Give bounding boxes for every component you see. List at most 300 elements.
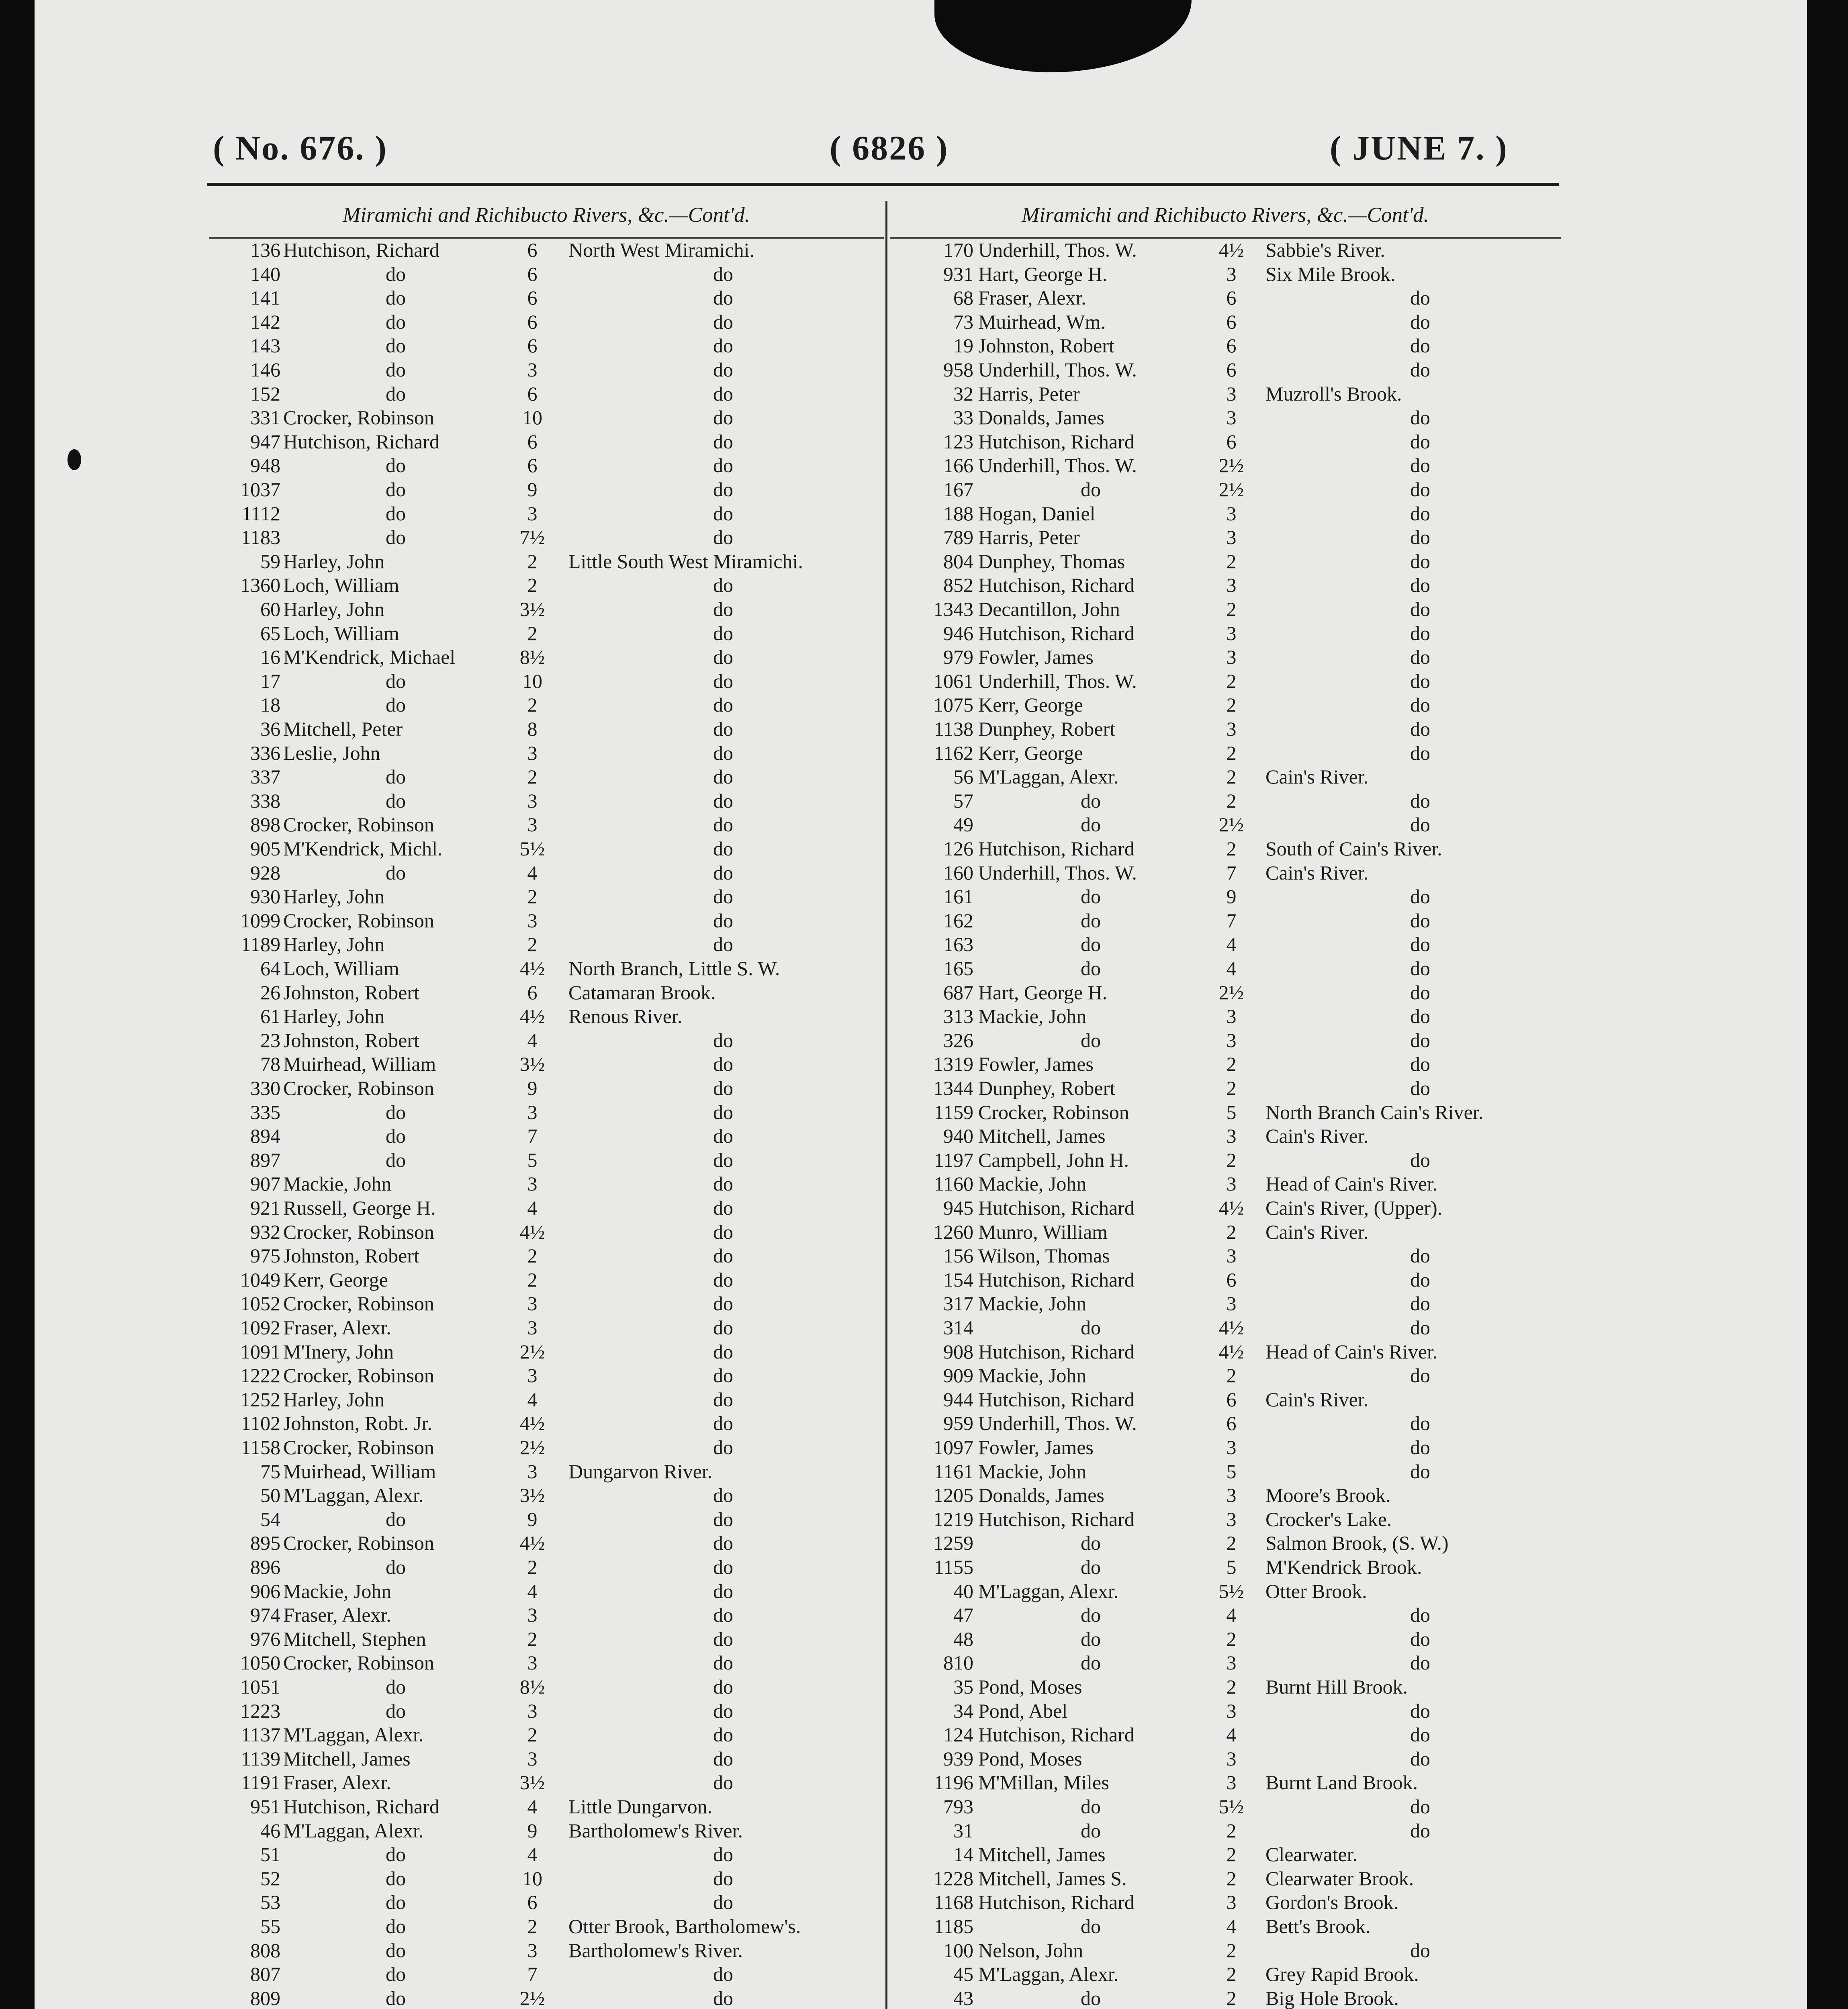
lot-number: 43 xyxy=(953,1986,973,2009)
location: do xyxy=(1410,885,1430,908)
grantee-name: Crocker, Robinson xyxy=(283,1651,434,1674)
grantee-name: do xyxy=(386,1556,406,1578)
grantee-name: Fowler, James xyxy=(978,1053,1094,1076)
lot-number: 1158 xyxy=(241,1436,280,1459)
location: do xyxy=(713,694,733,716)
grantee-name: M'Laggan, Alexr. xyxy=(283,1819,424,1842)
quantity: 2 xyxy=(1226,598,1237,620)
location: do xyxy=(1410,813,1430,836)
quantity: 4 xyxy=(1226,1604,1237,1626)
lot-number: 1259 xyxy=(933,1532,973,1555)
lot-number: 946 xyxy=(943,622,973,644)
location: Cain's River. xyxy=(1265,1220,1369,1243)
lot-number: 908 xyxy=(943,1340,973,1363)
lot-number: 337 xyxy=(250,765,280,788)
lot-number: 810 xyxy=(943,1651,973,1674)
quantity: 6 xyxy=(1226,1412,1237,1435)
quantity: 6 xyxy=(527,310,538,333)
lot-number: 48 xyxy=(953,1627,973,1650)
location: do xyxy=(1410,957,1430,980)
quantity: 2 xyxy=(1226,765,1237,788)
lot-number: 1049 xyxy=(240,1268,280,1291)
lot-number: 16 xyxy=(260,646,280,669)
grantee-name: Harris, Peter xyxy=(978,526,1080,549)
location: Head of Cain's River. xyxy=(1265,1172,1438,1195)
location: do xyxy=(1410,622,1430,644)
location: do xyxy=(1410,310,1430,333)
grantee-name: do xyxy=(386,1963,406,1986)
quantity: 6 xyxy=(527,430,538,453)
grantee-name: Kerr, George xyxy=(978,741,1083,764)
grantee-name: Fraser, Alexr. xyxy=(283,1604,391,1626)
location: South of Cain's River. xyxy=(1265,837,1442,860)
location: do xyxy=(713,454,733,477)
quantity: 2 xyxy=(1226,1986,1237,2009)
location: Clearwater Brook. xyxy=(1265,1867,1414,1890)
location: do xyxy=(713,765,733,788)
quantity: 4½ xyxy=(519,1412,545,1435)
lot-number: 32 xyxy=(953,382,973,405)
quantity: 2 xyxy=(1226,1077,1237,1099)
quantity: 4½ xyxy=(519,1005,545,1028)
lot-number: 156 xyxy=(943,1244,973,1267)
quantity: 6 xyxy=(527,239,538,261)
grantee-name: do xyxy=(1081,957,1101,980)
lot-number: 1228 xyxy=(933,1867,973,1890)
quantity: 3 xyxy=(527,1101,538,1123)
quantity: 2 xyxy=(527,1627,538,1650)
grantee-name: Hart, George H. xyxy=(978,981,1108,1004)
lot-number: 33 xyxy=(953,406,973,429)
location: do xyxy=(1410,1436,1430,1459)
location: do xyxy=(713,1699,733,1722)
lot-number: 906 xyxy=(250,1579,280,1602)
quantity: 6 xyxy=(527,981,538,1004)
lot-number: 1037 xyxy=(240,478,280,501)
grantee-name: Underhill, Thos. W. xyxy=(978,669,1137,692)
quantity: 2 xyxy=(1226,669,1237,692)
location: do xyxy=(713,861,733,884)
quantity: 2½ xyxy=(519,1986,545,2009)
lot-number: 1160 xyxy=(934,1172,973,1195)
lot-number: 52 xyxy=(260,1867,280,1890)
quantity: 3 xyxy=(1226,1747,1237,1770)
lot-number: 789 xyxy=(943,526,973,549)
location: do xyxy=(1410,1077,1430,1099)
quantity: 3 xyxy=(527,813,538,836)
location: do xyxy=(713,1412,733,1435)
lot-number: 687 xyxy=(943,981,973,1004)
location: do xyxy=(713,1244,733,1267)
quantity: 2 xyxy=(527,765,538,788)
quantity: 2 xyxy=(1226,1532,1237,1555)
lot-number: 65 xyxy=(260,622,280,644)
quantity: 2 xyxy=(1226,1819,1237,1842)
grantee-name: do xyxy=(386,526,406,549)
quantity: 3 xyxy=(1226,574,1237,597)
quantity: 3 xyxy=(1226,1292,1237,1315)
quantity: 6 xyxy=(527,382,538,405)
quantity: 6 xyxy=(527,1891,538,1914)
grantee-name: Mitchell, Peter xyxy=(283,718,403,740)
location: do xyxy=(713,262,733,285)
location: do xyxy=(1410,1148,1430,1171)
grantee-name: Johnston, Robert xyxy=(283,981,419,1004)
grantee-name: Dunphey, Thomas xyxy=(978,550,1125,573)
grantee-name: Hutchison, Richard xyxy=(978,574,1135,597)
location: do xyxy=(1410,1747,1430,1770)
location: do xyxy=(1410,526,1430,549)
lot-number: 959 xyxy=(943,1412,973,1435)
quantity: 3 xyxy=(1226,718,1237,740)
lot-number: 154 xyxy=(943,1268,973,1291)
quantity: 2 xyxy=(527,694,538,716)
quantity: 2 xyxy=(1226,694,1237,716)
grantee-name: Campbell, John H. xyxy=(978,1148,1129,1171)
location: do xyxy=(1410,430,1430,453)
location: do xyxy=(1410,1699,1430,1722)
location: do xyxy=(713,1723,733,1746)
lot-number: 1189 xyxy=(241,933,280,956)
quantity: 4½ xyxy=(1218,239,1244,261)
lot-number: 188 xyxy=(943,502,973,525)
grantee-name: do xyxy=(1081,909,1101,932)
grantee-name: do xyxy=(386,478,406,501)
location: Head of Cain's River. xyxy=(1265,1340,1438,1363)
quantity: 5 xyxy=(1226,1101,1237,1123)
grantee-name: M'Laggan, Alexr. xyxy=(283,1723,424,1746)
quantity: 2 xyxy=(1226,1867,1237,1890)
grantee-name: Crocker, Robinson xyxy=(283,813,434,836)
location: Otter Brook. xyxy=(1265,1579,1367,1602)
grantee-name: Underhill, Thos. W. xyxy=(978,1412,1137,1435)
lot-number: 974 xyxy=(250,1604,280,1626)
location: Burnt Hill Brook. xyxy=(1265,1676,1408,1698)
grantee-name: do xyxy=(386,1986,406,2009)
lot-number: 852 xyxy=(943,574,973,597)
quantity: 2 xyxy=(1226,789,1237,812)
location: do xyxy=(1410,574,1430,597)
quantity: 3 xyxy=(1226,502,1237,525)
quantity: 6 xyxy=(1226,310,1237,333)
location: do xyxy=(1410,454,1430,477)
lot-number: 166 xyxy=(943,454,973,477)
quantity: 7½ xyxy=(519,526,545,549)
grantee-name: Crocker, Robinson xyxy=(283,1077,434,1099)
location: do xyxy=(713,1891,733,1914)
lot-number: 23 xyxy=(260,1029,280,1052)
location: do xyxy=(713,718,733,740)
lot-number: 793 xyxy=(943,1795,973,1818)
grantee-name: Kerr, George xyxy=(978,694,1083,716)
lot-number: 126 xyxy=(943,837,973,860)
grantee-name: Mackie, John xyxy=(978,1172,1087,1195)
quantity: 4 xyxy=(527,861,538,884)
location: do xyxy=(1410,1939,1430,1962)
quantity: 2 xyxy=(527,1268,538,1291)
lot-number: 1139 xyxy=(241,1747,280,1770)
location: do xyxy=(713,1532,733,1555)
grantee-name: M'Laggan, Alexr. xyxy=(283,1484,424,1507)
lot-number: 1168 xyxy=(934,1891,973,1914)
grantee-name: M'Laggan, Alexr. xyxy=(978,765,1119,788)
grantee-name: do xyxy=(386,1867,406,1890)
grantee-name: Hutchison, Richard xyxy=(978,1508,1135,1530)
quantity: 4½ xyxy=(519,1532,545,1555)
quantity: 7 xyxy=(1226,909,1237,932)
lot-number: 36 xyxy=(260,718,280,740)
lot-number: 898 xyxy=(250,813,280,836)
grantee-name: do xyxy=(386,358,406,381)
location: do xyxy=(1410,1053,1430,1076)
grantee-name: do xyxy=(1081,1556,1101,1578)
grantee-name: Hutchison, Richard xyxy=(978,1388,1135,1411)
quantity: 10 xyxy=(522,669,542,692)
grantee-name: Crocker, Robinson xyxy=(978,1101,1129,1123)
grantee-name: Mitchell, James xyxy=(978,1125,1106,1148)
lot-number: 1222 xyxy=(240,1364,280,1387)
location: Dungarvon River. xyxy=(568,1460,713,1483)
lot-number: 314 xyxy=(943,1316,973,1339)
location: do xyxy=(1410,1029,1430,1052)
location: do xyxy=(1410,1005,1430,1028)
location: do xyxy=(713,574,733,597)
location: do xyxy=(713,885,733,908)
quantity: 2½ xyxy=(1218,813,1244,836)
lot-number: 895 xyxy=(250,1532,280,1555)
grantee-name: Mitchell, James xyxy=(978,1843,1106,1866)
quantity: 3 xyxy=(527,358,538,381)
location: Bartholomew's River. xyxy=(568,1819,743,1842)
grantee-name: Johnston, Robert xyxy=(283,1244,419,1267)
quantity: 6 xyxy=(1226,334,1237,357)
grantee-name: Crocker, Robinson xyxy=(283,909,434,932)
location: do xyxy=(713,598,733,620)
lot-number: 49 xyxy=(953,813,973,836)
lot-number: 26 xyxy=(260,981,280,1004)
lot-number: 68 xyxy=(953,286,973,309)
lot-number: 336 xyxy=(250,741,280,764)
grantee-name: Mackie, John xyxy=(978,1292,1087,1315)
grantee-name: M'Millan, Miles xyxy=(978,1771,1109,1794)
location: do xyxy=(713,1148,733,1171)
lot-number: 136 xyxy=(250,239,280,261)
location: do xyxy=(1410,933,1430,956)
location: do xyxy=(713,741,733,764)
lot-number: 51 xyxy=(260,1843,280,1866)
document-number: ( No. 676. ) xyxy=(213,129,388,167)
lot-number: 947 xyxy=(250,430,280,453)
location: do xyxy=(1410,502,1430,525)
lot-number: 1223 xyxy=(240,1699,280,1722)
quantity: 8½ xyxy=(519,1676,545,1698)
lot-number: 930 xyxy=(250,885,280,908)
location: do xyxy=(713,1867,733,1890)
right-column-title: Miramichi and Richibucto Rivers, &c.—Cont'd. xyxy=(1022,203,1429,227)
grantee-name: do xyxy=(386,789,406,812)
quantity: 3 xyxy=(527,1172,538,1195)
grantee-name: Crocker, Robinson xyxy=(283,406,434,429)
quantity: 2 xyxy=(1226,1963,1237,1986)
quantity: 4 xyxy=(527,1029,538,1052)
location: Cain's River. xyxy=(1265,861,1369,884)
lot-number: 335 xyxy=(250,1101,280,1123)
grantee-name: Crocker, Robinson xyxy=(283,1220,434,1243)
lot-number: 932 xyxy=(250,1220,280,1243)
location: do xyxy=(713,1986,733,2009)
lot-number: 1075 xyxy=(933,694,973,716)
quantity: 3 xyxy=(527,1364,538,1387)
quantity: 2 xyxy=(527,1244,538,1267)
location: do xyxy=(713,669,733,692)
quantity: 6 xyxy=(527,262,538,285)
location: do xyxy=(713,358,733,381)
grantee-name: Hogan, Daniel xyxy=(978,502,1096,525)
quantity: 2 xyxy=(1226,1220,1237,1243)
location: do xyxy=(1410,1723,1430,1746)
quantity: 3 xyxy=(527,789,538,812)
lot-number: 907 xyxy=(250,1172,280,1195)
location: do xyxy=(713,1364,733,1387)
location: do xyxy=(1410,358,1430,381)
location: Muzroll's Brook. xyxy=(1265,382,1402,405)
lot-number: 945 xyxy=(943,1197,973,1219)
quantity: 3½ xyxy=(519,598,545,620)
location: do xyxy=(713,1747,733,1770)
quantity: 3 xyxy=(1226,382,1237,405)
lot-number: 143 xyxy=(250,334,280,357)
location: do xyxy=(713,1172,733,1195)
quantity: 7 xyxy=(527,1125,538,1148)
torn-edge xyxy=(934,0,1192,72)
lot-number: 17 xyxy=(260,669,280,692)
grantee-name: Mitchell, Stephen xyxy=(283,1627,426,1650)
grantee-name: Hutchison, Richard xyxy=(978,1340,1135,1363)
lot-number: 975 xyxy=(250,1244,280,1267)
quantity: 5½ xyxy=(1218,1579,1244,1602)
lot-number: 146 xyxy=(250,358,280,381)
grantee-name: do xyxy=(386,1508,406,1530)
lot-number: 1205 xyxy=(933,1484,973,1507)
grantee-name: do xyxy=(1081,478,1101,501)
lot-number: 1161 xyxy=(934,1460,973,1483)
quantity: 9 xyxy=(527,1077,538,1099)
grantee-name: Pond, Moses xyxy=(978,1676,1082,1698)
location: do xyxy=(713,1388,733,1411)
location: do xyxy=(713,334,733,357)
quantity: 4 xyxy=(1226,957,1237,980)
lot-number: 905 xyxy=(250,837,280,860)
location: do xyxy=(713,1651,733,1674)
location: do xyxy=(1410,718,1430,740)
grantee-name: Loch, William xyxy=(283,622,399,644)
grantee-name: Mackie, John xyxy=(978,1364,1087,1387)
quantity: 4 xyxy=(1226,1915,1237,1937)
quantity: 3 xyxy=(1226,526,1237,549)
quantity: 2 xyxy=(527,1556,538,1578)
quantity: 3 xyxy=(1226,1484,1237,1507)
lot-number: 54 xyxy=(260,1508,280,1530)
location: do xyxy=(1410,1292,1430,1315)
location: do xyxy=(1410,1316,1430,1339)
lot-number: 897 xyxy=(250,1148,280,1171)
quantity: 2 xyxy=(1226,1053,1237,1076)
lot-number: 1091 xyxy=(240,1340,280,1363)
grantee-name: do xyxy=(386,454,406,477)
location: do xyxy=(1410,981,1430,1004)
quantity: 3 xyxy=(1226,1651,1237,1674)
quantity: 3 xyxy=(527,1651,538,1674)
lot-number: 939 xyxy=(943,1747,973,1770)
grantee-name: M'Laggan, Alexr. xyxy=(978,1579,1119,1602)
grantee-name: Hutchison, Richard xyxy=(978,1891,1135,1914)
grantee-name: Mackie, John xyxy=(978,1460,1087,1483)
grantee-name: Nelson, John xyxy=(978,1939,1083,1962)
location: do xyxy=(713,1029,733,1052)
grantee-name: Leslie, John xyxy=(283,741,380,764)
location: do xyxy=(1410,789,1430,812)
grantee-name: do xyxy=(386,1125,406,1148)
location: do xyxy=(713,909,733,932)
grantee-name: Crocker, Robinson xyxy=(283,1364,434,1387)
quantity: 4 xyxy=(527,1795,538,1818)
location: do xyxy=(713,646,733,669)
grantee-name: Fraser, Alexr. xyxy=(283,1316,391,1339)
grantee-name: Harley, John xyxy=(283,885,385,908)
quantity: 4 xyxy=(527,1579,538,1602)
quantity: 4 xyxy=(527,1843,538,1866)
quantity: 5½ xyxy=(1218,1795,1244,1818)
grantee-name: do xyxy=(386,1843,406,1866)
quantity: 2½ xyxy=(1218,478,1244,501)
lot-number: 40 xyxy=(953,1579,973,1602)
lot-number: 170 xyxy=(943,239,973,261)
lot-number: 921 xyxy=(250,1197,280,1219)
quantity: 2 xyxy=(527,550,538,573)
grantee-name: M'Laggan, Alexr. xyxy=(978,1963,1119,1986)
grantee-name: M'Inery, John xyxy=(283,1340,394,1363)
location: Renous River. xyxy=(568,1005,683,1028)
grantee-name: Muirhead, William xyxy=(283,1053,436,1076)
grantee-name: do xyxy=(1081,1651,1101,1674)
location: do xyxy=(713,1556,733,1578)
location: North West Miramichi. xyxy=(568,239,755,261)
location: do xyxy=(1410,1364,1430,1387)
location: Otter Brook, Bartholomew's. xyxy=(568,1915,801,1937)
lot-number: 152 xyxy=(250,382,280,405)
quantity: 6 xyxy=(527,334,538,357)
lot-number: 31 xyxy=(953,1819,973,1842)
lot-number: 313 xyxy=(943,1005,973,1028)
lot-number: 951 xyxy=(250,1795,280,1818)
location: do xyxy=(713,1077,733,1099)
quantity: 5½ xyxy=(519,837,545,860)
quantity: 3 xyxy=(1226,1699,1237,1722)
lot-number: 1138 xyxy=(934,718,973,740)
grantee-name: Hutchison, Richard xyxy=(978,622,1135,644)
quantity: 2½ xyxy=(1218,454,1244,477)
location: Crocker's Lake. xyxy=(1265,1508,1392,1530)
location: Grey Rapid Brook. xyxy=(1265,1963,1419,1986)
lot-number: 163 xyxy=(943,933,973,956)
grantee-name: Crocker, Robinson xyxy=(283,1532,434,1555)
lot-number: 142 xyxy=(250,310,280,333)
lot-number: 78 xyxy=(260,1053,280,1076)
location: do xyxy=(713,406,733,429)
location: Cain's River. xyxy=(1265,1125,1369,1148)
quantity: 3 xyxy=(527,1460,538,1483)
quantity: 10 xyxy=(522,406,542,429)
